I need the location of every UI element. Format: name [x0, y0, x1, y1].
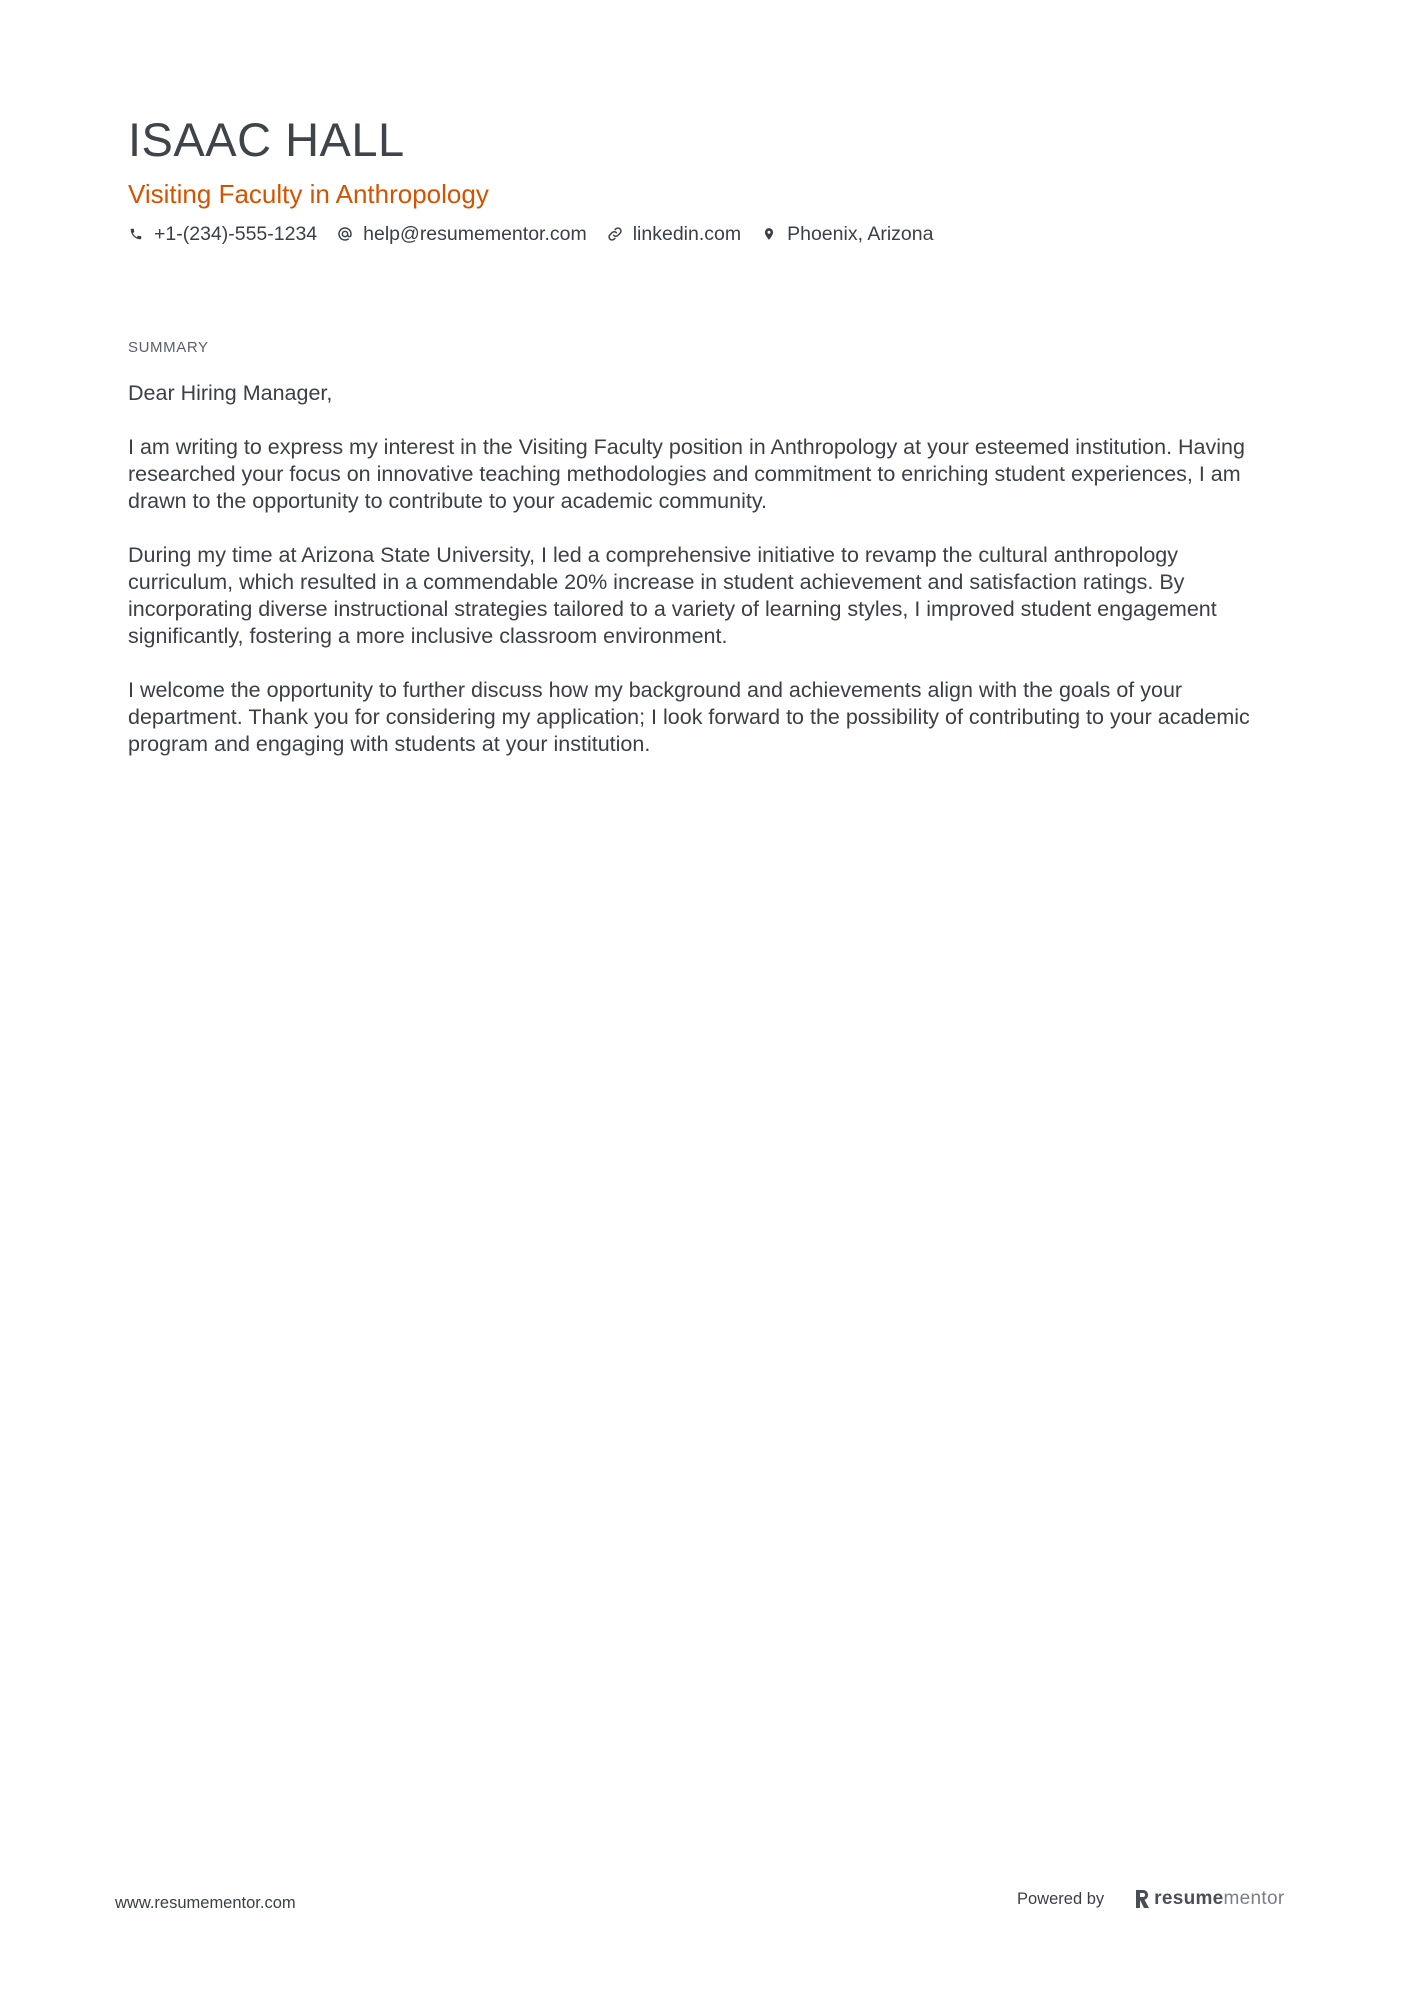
contact-location	[761, 222, 933, 246]
contact-linkedin[interactable]	[607, 222, 741, 246]
contact-phone-text: +1-(234)-555-1234	[154, 223, 318, 245]
footer-website-link[interactable]: www.resumementor.com	[115, 1894, 296, 1912]
letter-greeting: Dear Hiring Manager,	[128, 381, 333, 405]
brand-logo[interactable]	[1134, 1888, 1284, 1910]
candidate-name: ISAAC HALL	[128, 113, 405, 166]
cover-letter-body	[128, 380, 1288, 758]
brand-name-strong: resume	[1154, 1888, 1224, 1909]
location-pin-icon	[761, 226, 777, 242]
contact-email-text[interactable]: help@resumementor.com	[363, 223, 587, 245]
powered-by-label: Powered by	[1017, 1889, 1105, 1908]
brand-name-light: mentor	[1223, 1888, 1285, 1909]
letter-paragraph: During my time at Arizona State University, I led a comprehensive initiative to revamp the cultural anthropology curriculum, which resulted in a commendable 20% increase in student achievement and satisfaction ratings. By incorporating diverse instructional strategies tailored to a variety of learning styles, I improved student engagement significantly, fostering a more inclusive classroom environment.	[128, 543, 1217, 648]
brand-mark-icon	[1134, 1889, 1150, 1909]
at-icon	[337, 226, 353, 242]
summary-section	[128, 338, 1288, 785]
contact-bar	[128, 222, 1278, 246]
footer-powered-by	[1017, 1888, 1284, 1910]
section-heading-summary: SUMMARY	[128, 339, 209, 356]
letter-paragraph: I welcome the opportunity to further discuss how my background and achievements align with the goals of your department. Thank you for considering my application; I look forward to the possibility of contributing to your academic program and engaging with students at your institution.	[128, 678, 1250, 756]
contact-email[interactable]	[337, 222, 587, 246]
link-icon	[607, 226, 623, 242]
phone-icon	[128, 226, 144, 242]
header	[128, 112, 1278, 246]
contact-phone	[128, 222, 317, 246]
contact-linkedin-text[interactable]: linkedin.com	[632, 223, 742, 245]
contact-location-text: Phoenix, Arizona	[787, 223, 934, 245]
letter-paragraph: I am writing to express my interest in the Visiting Faculty position in Anthropology at your esteemed institution. Having researched your focus on innovative teaching methodologies and commitment to enriching student experiences, I am drawn to the opportunity to contribute to your academic community.	[128, 435, 1245, 513]
job-title: Visiting Faculty in Anthropology	[128, 179, 489, 209]
